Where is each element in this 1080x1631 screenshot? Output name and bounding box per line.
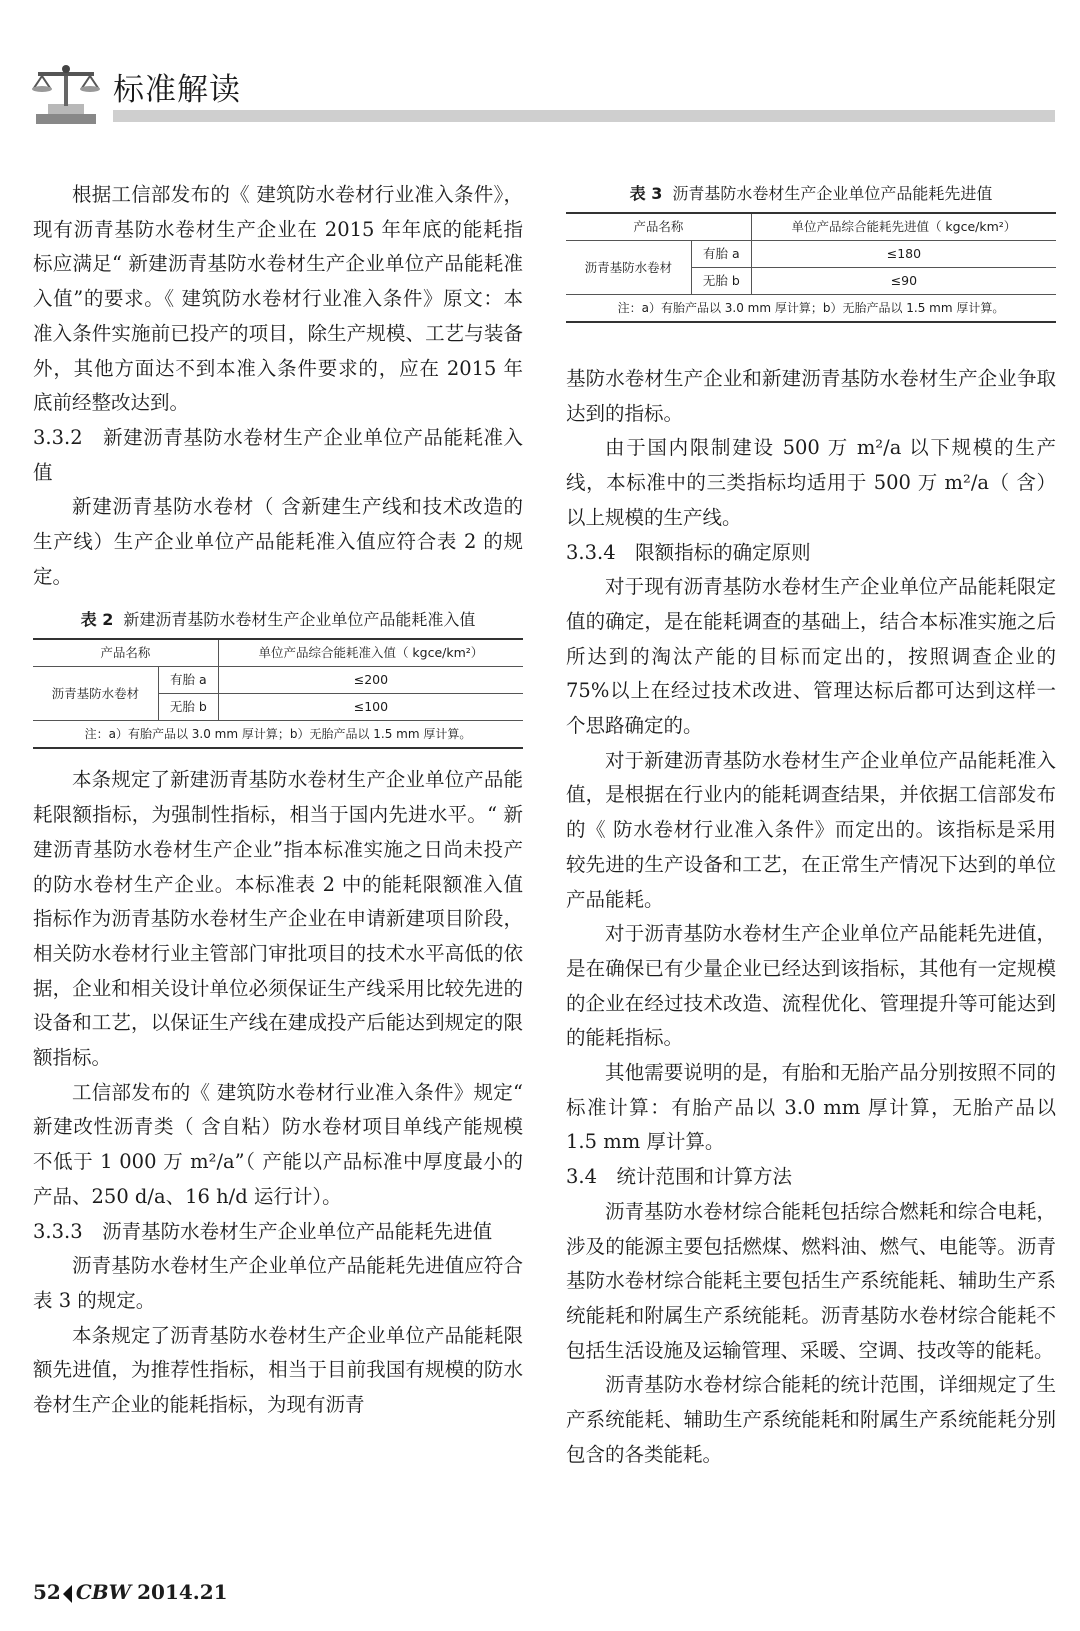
paragraph: 基防水卷材生产企业和新建沥青基防水卷材生产企业争取达到的指标。 [566,367,1056,425]
page-number: 52 [33,1580,61,1604]
table-header: 单位产品综合能耗准入值（ kgce/km²） [218,639,523,667]
section-heading: 3.3.3 沥青基防水卷材生产企业单位产品能耗先进值 [33,1219,493,1243]
table-header: 单位产品综合能耗先进值（ kgce/km²） [751,213,1056,241]
paragraph: 其他需要说明的是，有胎和无胎产品分别按照不同的标准计算：有胎产品以 3.0 mm 厚计算，无胎产品以 1.5 mm 厚计算。 [566,1061,1056,1154]
section-title: 标准解读 [113,72,241,108]
header-rule [113,110,1055,122]
table-number: 表 3 [629,184,663,203]
issue-number: 2014.21 [137,1580,228,1604]
section-heading: 3.3.2 新建沥青基防水卷材生产企业单位产品能耗准入值 [33,425,523,484]
table-3 [566,212,1056,323]
table-cell: 沥青基防水卷材 [33,667,158,721]
table-cell: 沥青基防水卷材 [566,241,691,295]
table-cell: 有胎 a [691,241,751,268]
table-caption [566,184,1056,204]
table-cell: ≤90 [751,268,1056,295]
left-column [33,178,523,1423]
table-cell: 有胎 a [158,667,218,694]
paragraph: 对于现有沥青基防水卷材生产企业单位产品能耗限定值的确定，是在能耗调查的基础上，结合本标准实施之后所达到的淘汰产能的目标而定出的，按照调查企业的 75%以上在经过技术改进、管理达标后都可达到这样一个思路确定的。 [566,575,1056,738]
section-heading: 3.4 统计范围和计算方法 [566,1165,793,1189]
arrow-left-icon [63,1585,72,1603]
table-title: 沥青基防水卷材生产企业单位产品能耗先进值 [672,184,993,203]
table-caption [33,610,523,630]
paragraph: 本条规定了沥青基防水卷材生产企业单位产品能耗限额先进值，为推荐性指标，相当于目前我国有规模的防水卷材生产企业的能耗指标，为现有沥青 [33,1323,523,1417]
paragraph: 本条规定了新建沥青基防水卷材生产企业单位产品能耗限额指标，为强制性指标，相当于国内先进水平。“ 新建沥青基防水卷材生产企业”指本标准实施之日尚未投产的防水卷材生产企业。本标准表 2 中的能耗限额准入值指标作为沥青基防水卷材生产企业在申请新建项目阶段，相关防水卷材行业主管部门审批项目的技术水平高低的依据，企业和相关设计单位必须保证生产线采用比较先进的设备和工艺，以保证生产线在建成投产后能达到规定的限额指标。 [33,768,523,1070]
table-cell: ≤100 [218,694,523,721]
paragraph: 沥青基防水卷材综合能耗的统计范围，详细规定了生产系统能耗、辅助生产系统能耗和附属生产系统能耗分别包含的各类能耗。 [566,1373,1056,1466]
paragraph: 由于国内限制建设 500 万 m²/a 以下规模的生产线，本标准中的三类指标均适用于 500 万 m²/a（ 含）以上规模的生产线。 [566,436,1056,529]
paragraph: 工信部发布的《 建筑防水卷材行业准入条件》规定“ 新建改性沥青类（ 含自粘）防水卷材项目单线产能规模不低于 1 000 万 m²/a”（ 产能以产品标准中厚度最小的产品、250 d/a、16 h/d 运行计）。 [33,1080,523,1208]
table-header: 产品名称 [33,639,218,667]
table-header: 产品名称 [566,213,751,241]
table-cell: 无胎 b [158,694,218,721]
table-2 [33,638,523,749]
table-cell: ≤200 [218,667,523,694]
table-3-block [566,178,1056,323]
page-footer [33,1580,228,1604]
section-heading: 3.3.4 限额指标的确定原则 [566,540,811,564]
table-note: 注：a）有胎产品以 3.0 mm 厚计算；b）无胎产品以 1.5 mm 厚计算。 [566,295,1056,323]
paragraph: 对于新建沥青基防水卷材生产企业单位产品能耗准入值，是根据在行业内的能耗调查结果，并依据工信部发布的《 防水卷材行业准入条件》而定出的。该指标是采用较先进的生产设备和工艺，在正常生产情况下达到的单位产品能耗。 [566,748,1056,911]
table-number: 表 2 [80,610,114,630]
table-cell: ≤180 [751,241,1056,268]
paragraph: 新建沥青基防水卷材（ 含新建生产线和技术改造的生产线）生产企业单位产品能耗准入值应符合表 2 的规定。 [33,495,523,588]
scale-balance-icon [28,58,116,134]
paragraph: 沥青基防水卷材综合能耗包括综合燃耗和综合电耗，涉及的能源主要包括燃煤、燃料油、燃气、电能等。沥青基防水卷材综合能耗主要包括生产系统能耗、辅助生产系统能耗和附属生产系统能耗。沥青基防水卷材综合能耗不包括生活设施及运输管理、采暖、空调、技改等的能耗。 [566,1199,1056,1362]
table-title: 新建沥青基防水卷材生产企业单位产品能耗准入值 [123,610,476,630]
right-column [566,362,1056,1473]
table-note: 注：a）有胎产品以 3.0 mm 厚计算；b）无胎产品以 1.5 mm 厚计算。 [33,721,523,749]
journal-name: CBW [75,1580,132,1604]
paragraph: 根据工信部发布的《 建筑防水卷材行业准入条件》，现有沥青基防水卷材生产企业在 2015 年年底的能耗指标应满足“ 新建沥青基防水卷材生产企业单位产品能耗准入值”的要求。《 建筑防水卷材行业准入条件》原文：本准入条件实施前已投产的项目，除生产规模、工艺与装备外，其他方面达不到本准入条件要求的，应在 2015 年底前经整改达到。 [33,183,523,415]
paragraph: 沥青基防水卷材生产企业单位产品能耗先进值应符合表 3 的规定。 [33,1254,523,1312]
paragraph: 对于沥青基防水卷材生产企业单位产品能耗先进值，是在确保已有少量企业已经达到该指标，其他有一定规模的企业在经过技术改造、流程优化、管理提升等可能达到的能耗指标。 [566,922,1056,1050]
table-cell: 无胎 b [691,268,751,295]
